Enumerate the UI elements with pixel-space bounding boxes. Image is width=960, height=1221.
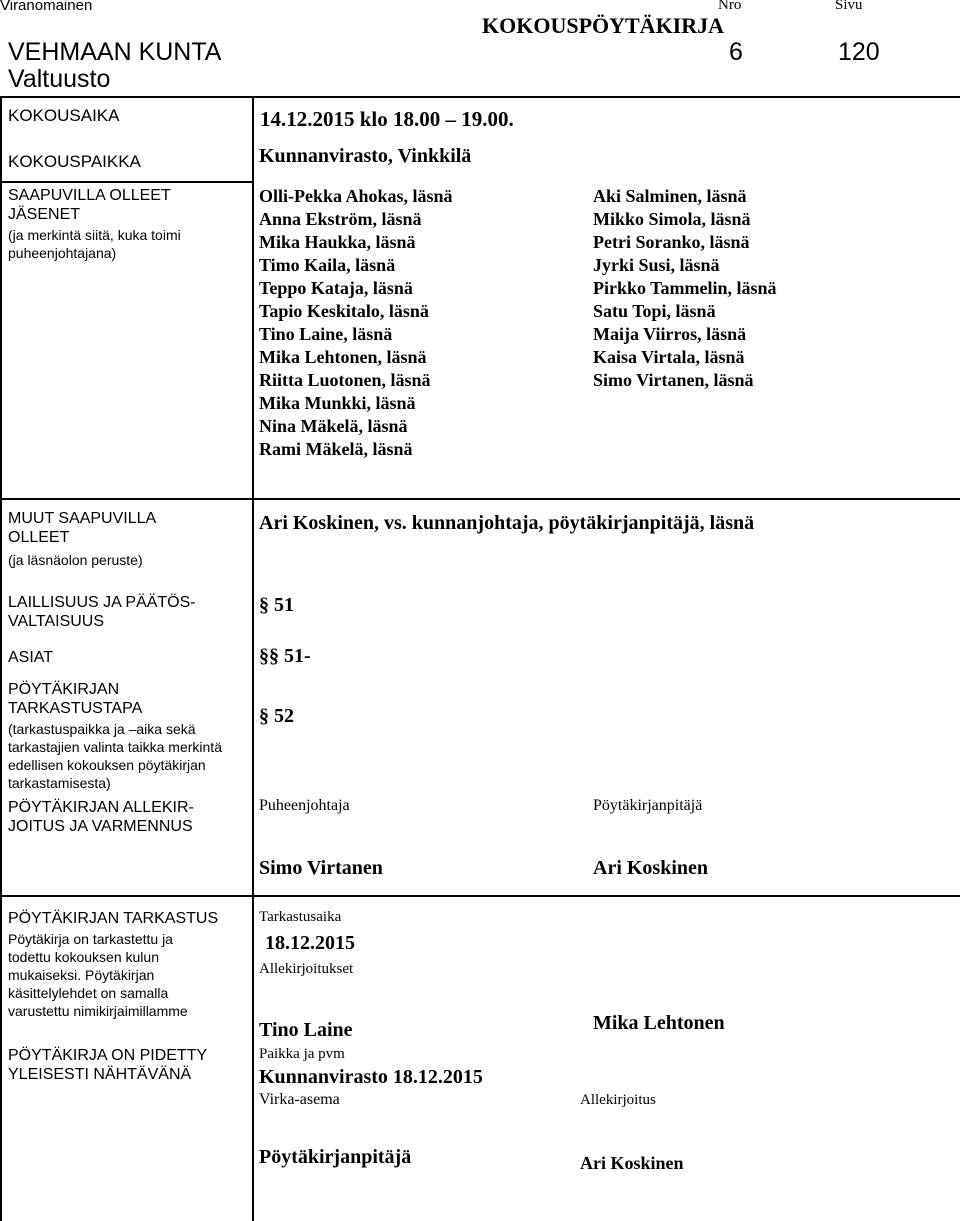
member-item: Petri Soranko, läsnä (593, 232, 750, 252)
chair-label: Puheenjohtaja (259, 797, 350, 814)
others-note: (ja läsnäolon peruste) (8, 552, 143, 568)
member-item: Jyrki Susi, läsnä (593, 255, 720, 275)
position-value: Pöytäkirjanpitäjä (259, 1146, 412, 1168)
check-date-value: 18.12.2015 (265, 932, 355, 954)
member-item: Timo Kaila, läsnä (259, 255, 396, 275)
legality-value: § 51 (259, 594, 294, 616)
member-item: Maija Viirros, läsnä (593, 324, 747, 344)
display-place-label: Paikka ja pvm (259, 1046, 345, 1062)
divider (0, 181, 253, 183)
member-item: Tino Laine, läsnä (259, 324, 393, 344)
inspection-note: (tarkastuspaikka ja –aika sekä tarkastajien valinta taikka merkintä edellisen kokouksen pöytäkirjan tarkastamisesta) (8, 721, 222, 791)
display-label: PÖYTÄKIRJA ON PIDETTY YLEISESTI NÄHTÄVÄNÄ (8, 1047, 207, 1083)
signing-label: PÖYTÄKIRJAN ALLEKIR-JOITUS JA VARMENNUS (8, 799, 194, 835)
divider (0, 96, 2, 1221)
doc-type: KOKOUSPÖYTÄKIRJA (482, 13, 725, 38)
asiat-value: §§ 51- (259, 645, 311, 667)
body-name: Valtuusto (8, 65, 111, 93)
member-item: Aki Salminen, läsnä (593, 186, 747, 206)
member-item: Simo Virtanen, läsnä (593, 370, 754, 390)
inspection-label: PÖYTÄKIRJAN TARKASTUSTAPA (8, 681, 143, 717)
member-item: Nina Mäkelä, läsnä (259, 416, 408, 436)
inspection-value: § 52 (259, 705, 294, 727)
checker1-name: Tino Laine (259, 1019, 353, 1041)
others-label: MUUT SAAPUVILLA OLLEET (8, 510, 156, 546)
authority-label: Viranomainen (0, 0, 93, 14)
legality-label: LAILLISUUS JA PÄÄTÖS-VALTAISUUS (8, 594, 196, 630)
members-list-right (593, 185, 777, 392)
sivu-label: Sivu (835, 0, 863, 13)
chair-name: Simo Virtanen (259, 857, 383, 879)
member-item: Satu Topi, läsnä (593, 301, 716, 321)
check-date-label: Tarkastusaika (259, 909, 342, 925)
meeting-place-label: KOKOUSPAIKKA (8, 152, 141, 171)
page-sivu: 120 (838, 38, 880, 66)
signatures-label: Allekirjoitukset (259, 961, 354, 977)
member-item: Rami Mäkelä, läsnä (259, 439, 413, 459)
others-value: Ari Koskinen, vs. kunnanjohtaja, pöytäkirjanpitäjä, läsnä (259, 512, 755, 534)
checking-label: PÖYTÄKIRJAN TARKASTUS (8, 910, 219, 927)
member-item: Olli-Pekka Ahokas, läsnä (259, 186, 453, 206)
member-item: Pirkko Tammelin, läsnä (593, 278, 777, 298)
members-list-left (259, 185, 453, 461)
meeting-time-value: 14.12.2015 klo 18.00 – 19.00. (260, 107, 514, 131)
meeting-place-value: Kunnanvirasto, Vinkkilä (259, 145, 472, 167)
page-nro: 6 (729, 38, 743, 66)
members-note: (ja merkintä siitä, kuka toimi puheenjohtajana) (8, 227, 181, 261)
member-item: Anna Ekström, läsnä (259, 209, 422, 229)
checking-note: Pöytäkirja on tarkastettu ja todettu kokouksen kulun mukaiseksi. Pöytäkirjan käsittelylehdet on samalla varustettu nimikirjaimillamme (8, 931, 188, 1019)
nro-label: Nro (718, 0, 742, 13)
member-item: Mika Lehtonen, läsnä (259, 347, 427, 367)
position-label: Virka-asema (259, 1091, 340, 1108)
divider (0, 895, 960, 897)
display-signer: Ari Koskinen (580, 1153, 684, 1173)
member-item: Mikko Simola, läsnä (593, 209, 751, 229)
checker2-name: Mika Lehtonen (593, 1012, 725, 1034)
divider (252, 96, 254, 1221)
signature-label: Allekirjoitus (580, 1092, 656, 1108)
member-item: Riitta Luotonen, läsnä (259, 370, 431, 390)
member-item: Tapio Keskitalo, läsnä (259, 301, 429, 321)
member-item: Mika Munkki, läsnä (259, 393, 416, 413)
members-label: SAAPUVILLA OLLEET JÄSENET (8, 187, 171, 223)
divider (0, 96, 960, 98)
secretary-label: Pöytäkirjanpitäjä (593, 797, 703, 814)
member-item: Kaisa Virtala, läsnä (593, 347, 745, 367)
divider (0, 498, 960, 500)
meeting-time-label: KOKOUSAIKA (8, 106, 120, 125)
asiat-label: ASIAT (8, 649, 54, 666)
secretary-name: Ari Koskinen (593, 857, 709, 879)
display-place-value: Kunnanvirasto 18.12.2015 (259, 1066, 483, 1088)
member-item: Teppo Kataja, läsnä (259, 278, 413, 298)
municipality-name: VEHMAAN KUNTA (8, 38, 222, 66)
member-item: Mika Haukka, läsnä (259, 232, 416, 252)
